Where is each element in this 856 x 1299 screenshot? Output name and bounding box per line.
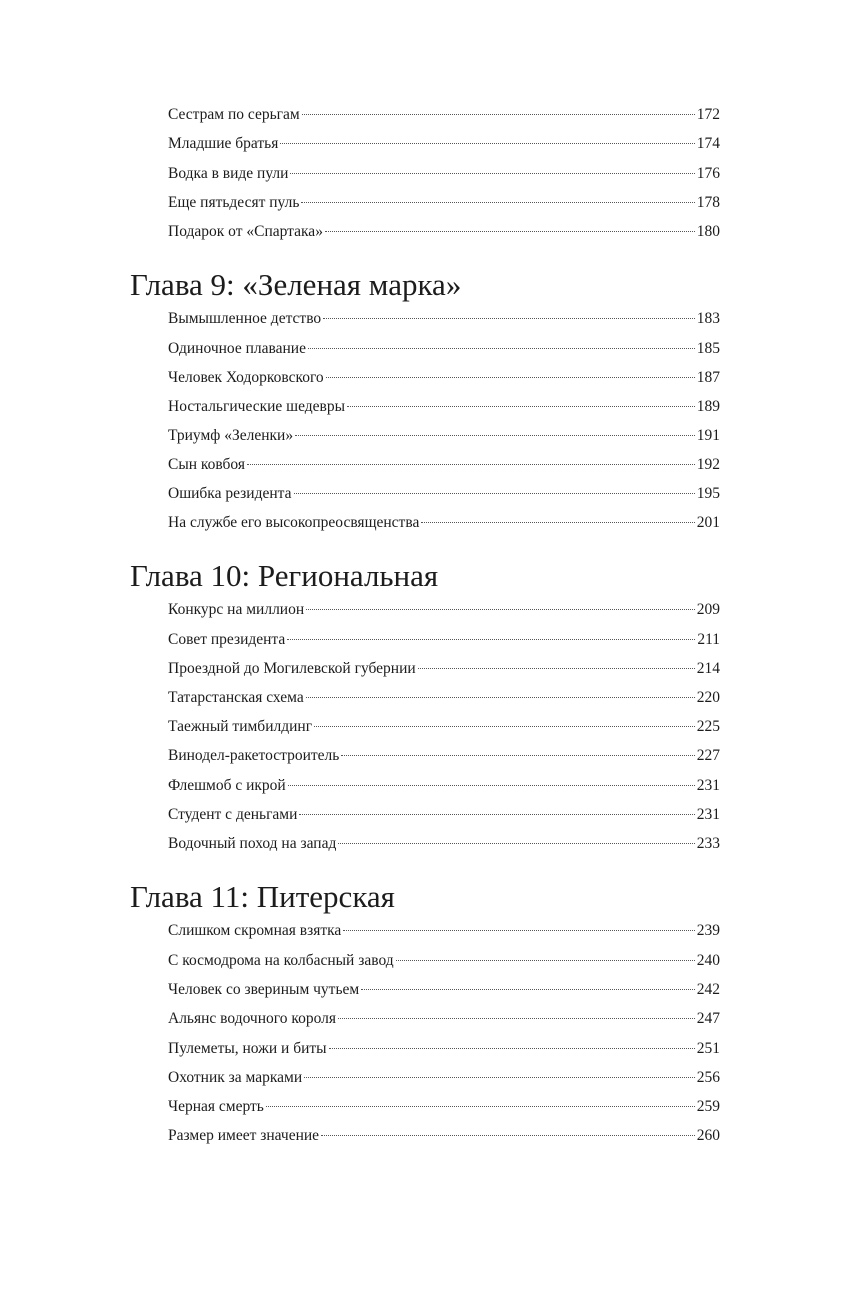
entry-page: 174 [696, 135, 720, 152]
entry-page: 220 [696, 689, 720, 706]
entry-title: С космодрома на колбасный завод [168, 952, 394, 969]
dot-leader [343, 930, 694, 931]
entry-title: Конкурс на миллион [168, 601, 305, 618]
chapter-heading: Глава 9: «Зеленая марка» [130, 267, 462, 302]
entry-title: Таежный тимбилдинг [168, 718, 313, 735]
entry-title: Водка в виде пули [168, 165, 289, 182]
chapter-heading: Глава 11: Питерская [130, 879, 395, 914]
entry-title: Ностальгические шедевры [168, 398, 346, 415]
toc-entry [168, 920, 720, 942]
toc-entry [168, 221, 720, 243]
toc-entry [168, 599, 720, 621]
entry-page: 192 [696, 456, 720, 473]
entry-page: 231 [696, 777, 720, 794]
dot-leader [294, 493, 695, 494]
dot-leader [306, 609, 695, 610]
toc-entry [168, 425, 720, 447]
entry-title: Одиночное плавание [168, 340, 306, 357]
dot-leader [247, 464, 695, 465]
dot-leader [288, 785, 695, 786]
dot-leader [421, 522, 694, 523]
entry-page: 172 [696, 106, 720, 123]
entry-title: Сестрам по серьгам [168, 106, 300, 123]
entry-page: 259 [696, 1098, 720, 1115]
entry-title: Человек Ходорковского [168, 369, 324, 386]
toc-entry [168, 367, 720, 389]
entry-title: Винодел-ракетостроитель [168, 747, 340, 764]
entry-page: 225 [696, 718, 720, 735]
dot-leader [338, 1018, 695, 1019]
toc-entry [168, 1008, 720, 1030]
entry-title: Флешмоб с икрой [168, 777, 286, 794]
entry-page: 183 [696, 310, 720, 327]
entry-title: Слишком скромная взятка [168, 922, 342, 939]
toc-entry [168, 1096, 720, 1118]
entry-title: Пулеметы, ножи и биты [168, 1040, 327, 1057]
dot-leader [287, 639, 695, 640]
toc-entry [168, 192, 720, 214]
dot-leader [341, 755, 694, 756]
toc-entry [168, 950, 720, 972]
toc-entry [168, 979, 720, 1001]
toc-entry [168, 687, 720, 709]
dot-leader [338, 843, 694, 844]
entry-title: Совет президента [168, 631, 286, 648]
entry-page: 211 [697, 631, 720, 648]
entry-page: 191 [696, 427, 720, 444]
dot-leader [323, 318, 695, 319]
toc-entry [168, 804, 720, 826]
entry-page: 189 [696, 398, 720, 415]
toc-entry [168, 1067, 720, 1089]
entry-title: На службе его высокопреосвященства [168, 514, 420, 531]
entry-page: 187 [696, 369, 720, 386]
dot-leader [302, 114, 695, 115]
dot-leader [295, 435, 695, 436]
toc-entry [168, 1125, 720, 1147]
entry-page: 195 [696, 485, 720, 502]
dot-leader [329, 1048, 695, 1049]
dot-leader [361, 989, 695, 990]
dot-leader [266, 1106, 695, 1107]
toc-entry [168, 629, 720, 651]
entry-page: 239 [696, 922, 720, 939]
dot-leader [280, 143, 694, 144]
dot-leader [321, 1135, 695, 1136]
entry-page: 260 [696, 1127, 720, 1144]
entry-title: Размер имеет значение [168, 1127, 320, 1144]
dot-leader [396, 960, 695, 961]
entry-title: Сын ковбоя [168, 456, 246, 473]
entry-page: 256 [696, 1069, 720, 1086]
entry-title: Человек со звериным чутьем [168, 981, 360, 998]
entry-title: Альянс водочного короля [168, 1010, 337, 1027]
toc-entry [168, 104, 720, 126]
toc-entry [168, 833, 720, 855]
toc-entry [168, 483, 720, 505]
entry-page: 233 [696, 835, 720, 852]
entry-title: Вымышленное детство [168, 310, 322, 327]
dot-leader [326, 377, 695, 378]
toc-entry [168, 775, 720, 797]
toc-entry [168, 716, 720, 738]
dot-leader [347, 406, 695, 407]
toc-entry [168, 338, 720, 360]
entry-page: 185 [696, 340, 720, 357]
entry-title: Водочный поход на запад [168, 835, 337, 852]
entry-page: 209 [696, 601, 720, 618]
entry-title: Триумф «Зеленки» [168, 427, 294, 444]
entry-title: Студент с деньгами [168, 806, 298, 823]
dot-leader [306, 697, 695, 698]
entry-title: Охотник за марками [168, 1069, 303, 1086]
dot-leader [314, 726, 695, 727]
dot-leader [299, 814, 694, 815]
entry-title: Черная смерть [168, 1098, 264, 1115]
chapter-heading: Глава 10: Региональная [130, 558, 439, 593]
entry-page: 214 [696, 660, 720, 677]
toc-entry [168, 163, 720, 185]
toc-entry [168, 658, 720, 680]
dot-leader [301, 202, 694, 203]
dot-leader [325, 231, 695, 232]
entry-page: 176 [696, 165, 720, 182]
dot-leader [418, 668, 695, 669]
toc-entry [168, 396, 720, 418]
toc-entry [168, 512, 720, 534]
toc-entry [168, 133, 720, 155]
entry-page: 180 [696, 223, 720, 240]
dot-leader [304, 1077, 695, 1078]
toc-entry [168, 1038, 720, 1060]
entry-title: Татарстанская схема [168, 689, 304, 706]
entry-page: 178 [696, 194, 720, 211]
entry-title: Подарок от «Спартака» [168, 223, 323, 240]
entry-page: 231 [696, 806, 720, 823]
entry-page: 201 [696, 514, 720, 531]
entry-title: Проездной до Могилевской губернии [168, 660, 416, 677]
entry-page: 242 [696, 981, 720, 998]
entry-page: 227 [696, 747, 720, 764]
entry-title: Младшие братья [168, 135, 279, 152]
dot-leader [290, 173, 694, 174]
toc-entry [168, 454, 720, 476]
dot-leader [308, 348, 695, 349]
entry-page: 247 [696, 1010, 720, 1027]
entry-title: Ошибка резидента [168, 485, 292, 502]
entry-title: Еще пятьдесят пуль [168, 194, 300, 211]
toc-entry [168, 745, 720, 767]
entry-page: 240 [696, 952, 720, 969]
entry-page: 251 [696, 1040, 720, 1057]
toc-entry [168, 308, 720, 330]
